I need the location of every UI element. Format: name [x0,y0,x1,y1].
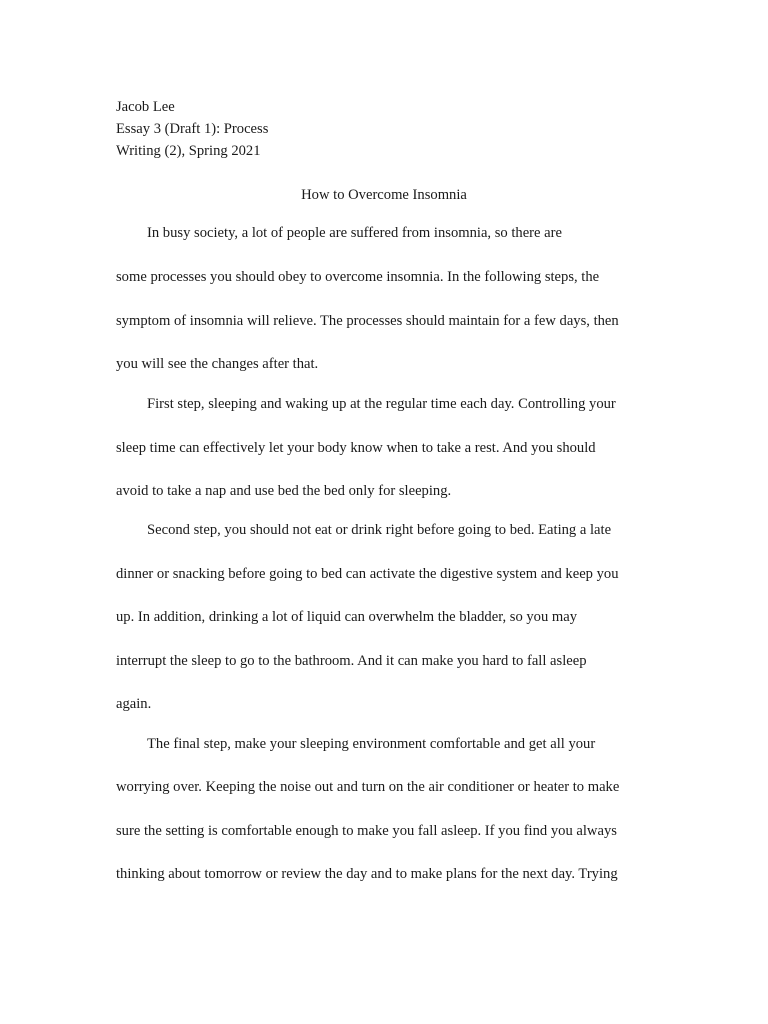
body-line: some processes you should obey to overcome insomnia. In the following steps, the [116,269,600,285]
body-line: interrupt the sleep to go to the bathroom. And it can make you hard to fall asleep [116,653,587,669]
author-name: Jacob Lee [116,99,175,115]
assignment-label: Essay 3 (Draft 1): Process [116,121,269,137]
body-line: In busy society, a lot of people are suffered from insomnia, so there are [147,225,562,241]
body-line: symptom of insomnia will relieve. The processes should maintain for a few days, then [116,313,619,329]
body-line: sleep time can effectively let your body know when to take a rest. And you should [116,440,596,456]
body-line: dinner or snacking before going to bed can activate the digestive system and keep you [116,566,619,582]
course-label: Writing (2), Spring 2021 [116,143,261,159]
body-line: worrying over. Keeping the noise out and turn on the air conditioner or heater to make [116,779,620,795]
essay-title: How to Overcome Insomnia [301,187,467,203]
body-line: sure the setting is comfortable enough to make you fall asleep. If you find you always [116,823,617,839]
body-line: The final step, make your sleeping environment comfortable and get all your [147,736,596,752]
body-line: First step, sleeping and waking up at the regular time each day. Controlling your [147,396,616,412]
body-line: thinking about tomorrow or review the day and to make plans for the next day. Trying [116,866,618,882]
essay-header [116,96,268,162]
body-line: up. In addition, drinking a lot of liquid can overwhelm the bladder, so you may [116,609,578,625]
body-line: avoid to take a nap and use bed the bed only for sleeping. [116,483,452,499]
body-line: again. [116,696,152,712]
body-line: Second step, you should not eat or drink right before going to bed. Eating a late [147,522,612,538]
body-line: you will see the changes after that. [116,356,319,372]
